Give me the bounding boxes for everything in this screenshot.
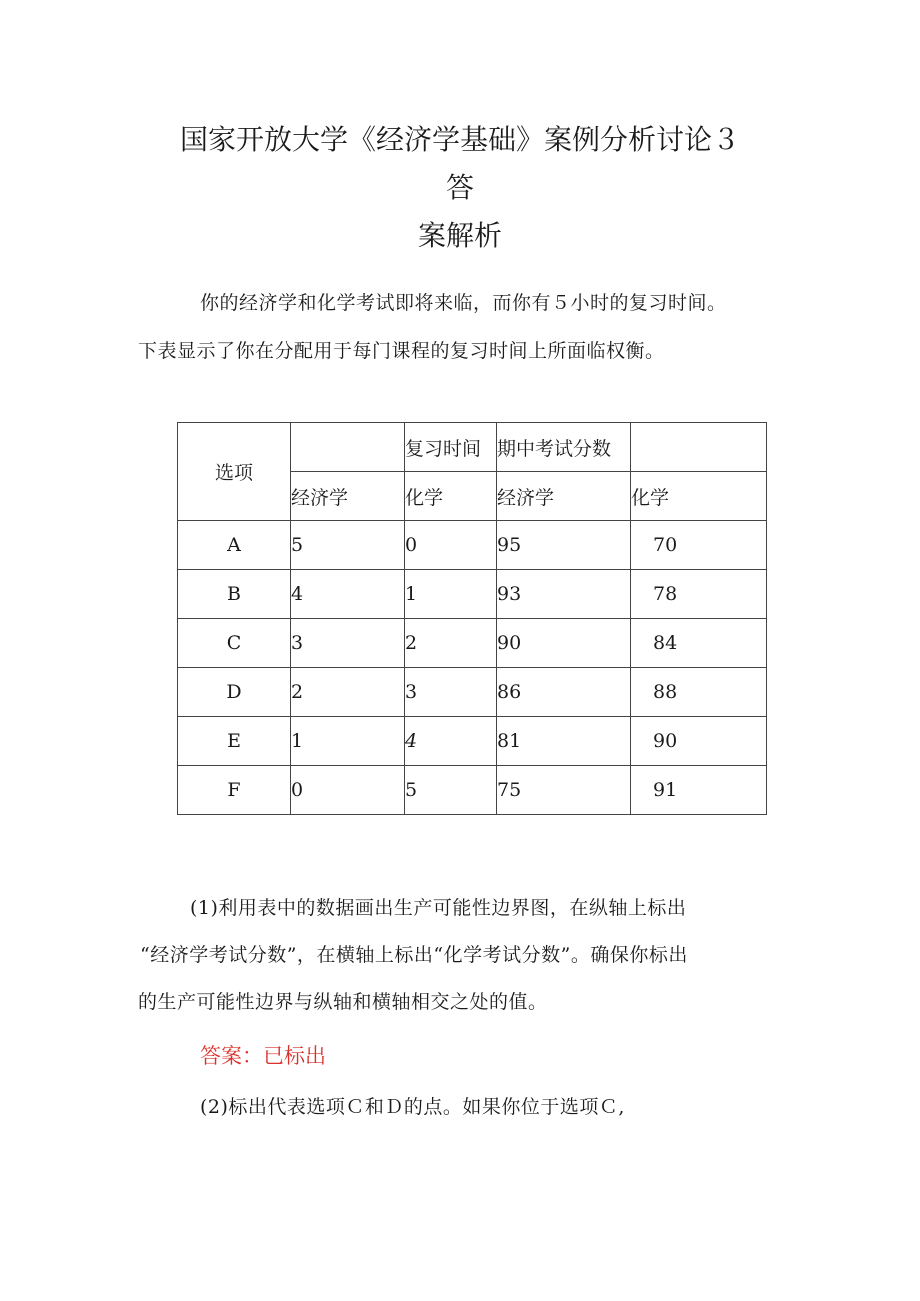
header-blank-2 xyxy=(631,423,767,472)
option-cell: E xyxy=(178,717,291,766)
option-cell: A xyxy=(178,521,291,570)
document-title-line-1: 国家开放大学《经济学基础》案例分析讨论３ xyxy=(179,123,740,156)
table-row xyxy=(178,717,767,766)
subheader-econ-score: 经济学 xyxy=(497,472,631,521)
chem-score-cell: 88 xyxy=(631,668,767,717)
chem-score-cell: 84 xyxy=(631,619,767,668)
question-1-line-1: (1)利用表中的数据画出生产可能性边界图，在纵轴上标出 xyxy=(190,897,687,919)
header-midterm-score: 期中考试分数 xyxy=(497,423,631,472)
econ-hours-cell: 3 xyxy=(291,619,405,668)
subheader-econ-hours: 经济学 xyxy=(291,472,405,521)
chem-hours-cell: 4 xyxy=(405,717,497,766)
table-row xyxy=(178,521,767,570)
econ-score-cell: 75 xyxy=(497,766,631,815)
econ-score-cell: 93 xyxy=(497,570,631,619)
intro-paragraph-line-1: 你的经济学和化学考试即将来临，而你有５小时的复习时间。 xyxy=(200,292,727,314)
header-review-time: 复习时间 xyxy=(405,423,497,472)
econ-hours-cell: 1 xyxy=(291,717,405,766)
econ-hours-cell: 0 xyxy=(291,766,405,815)
chem-hours-cell: 3 xyxy=(405,668,497,717)
option-cell: D xyxy=(178,668,291,717)
subheader-chem-hours: 化学 xyxy=(405,472,497,521)
header-blank xyxy=(291,423,405,472)
table-row xyxy=(178,766,767,815)
answer-1: 答案：已标出 xyxy=(200,1044,326,1068)
chem-hours-cell: 1 xyxy=(405,570,497,619)
chem-hours-cell: 2 xyxy=(405,619,497,668)
option-cell: C xyxy=(178,619,291,668)
subheader-chem-score: 化学 xyxy=(631,472,767,521)
chem-score-cell: 78 xyxy=(631,570,767,619)
option-cell: F xyxy=(178,766,291,815)
econ-score-cell: 95 xyxy=(497,521,631,570)
econ-score-cell: 81 xyxy=(497,717,631,766)
question-1-line-2: “经济学考试分数”，在横轴上标出“化学考试分数”。确保你标出 xyxy=(140,944,688,966)
chem-hours-cell: 0 xyxy=(405,521,497,570)
econ-score-cell: 90 xyxy=(497,619,631,668)
table-row xyxy=(178,570,767,619)
document-title-line-2: 答 xyxy=(445,171,474,204)
chem-score-cell: 91 xyxy=(631,766,767,815)
table-row xyxy=(178,619,767,668)
chem-score-cell: 70 xyxy=(631,521,767,570)
document-title-line-3: 案解析 xyxy=(417,219,502,252)
econ-hours-cell: 5 xyxy=(291,521,405,570)
header-option: 选项 xyxy=(178,423,291,521)
intro-paragraph-line-2: 下表显示了你在分配用于每门课程的复习时间上所面临权衡。 xyxy=(138,340,665,362)
econ-hours-cell: 4 xyxy=(291,570,405,619)
chem-score-cell: 90 xyxy=(631,717,767,766)
option-cell: B xyxy=(178,570,291,619)
study-time-tradeoff-table xyxy=(177,422,767,815)
table-header-row xyxy=(178,423,767,472)
question-1-line-3: 的生产可能性边界与纵轴和横轴相交之处的值。 xyxy=(138,991,548,1013)
chem-hours-cell: 5 xyxy=(405,766,497,815)
econ-hours-cell: 2 xyxy=(291,668,405,717)
econ-score-cell: 86 xyxy=(497,668,631,717)
table-row xyxy=(178,668,767,717)
question-2-line-1: (2)标出代表选项Ｃ和Ｄ的点。如果你位于选项Ｃ, xyxy=(200,1096,625,1118)
